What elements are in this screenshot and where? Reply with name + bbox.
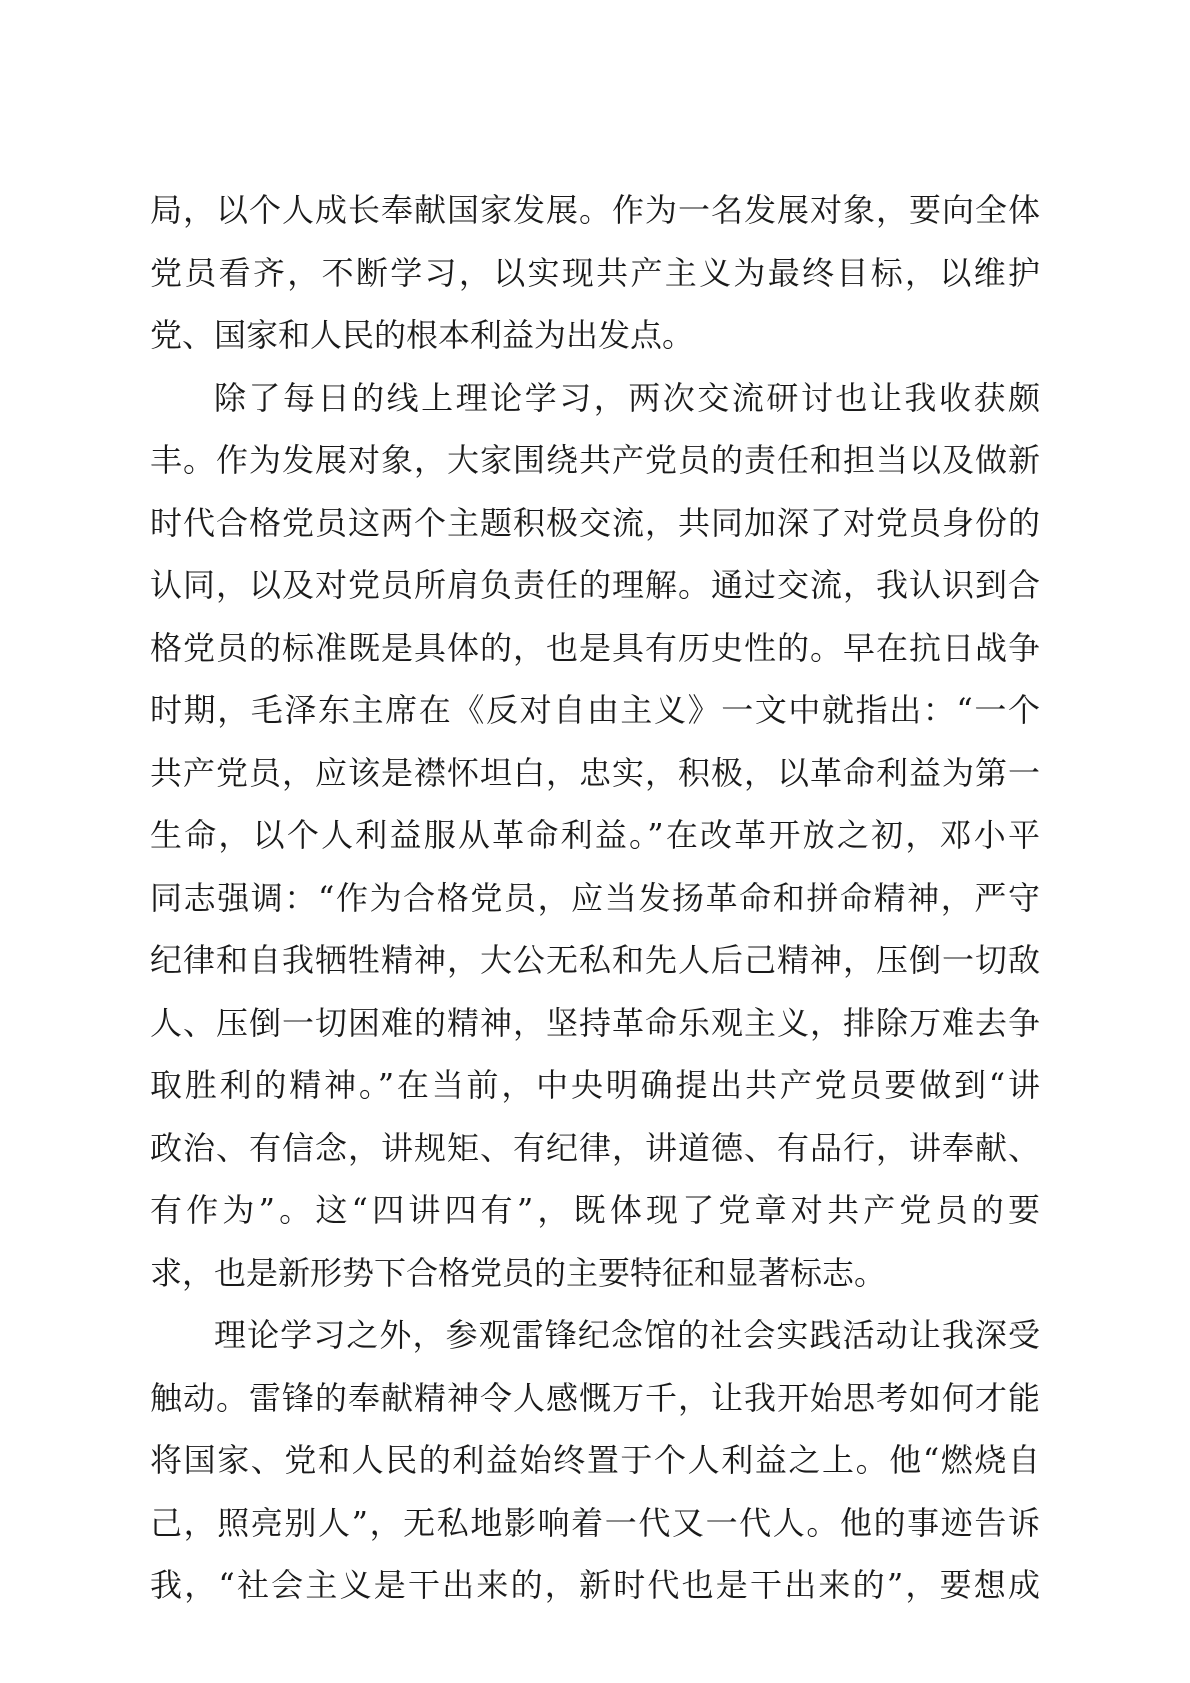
text-line: 纪律和自我牺牲精神，大公无私和先人后己精神，压倒一切敌 xyxy=(150,941,1040,979)
text-line: 求，也是新形势下合格党员的主要特征和显著标志。 xyxy=(150,1253,887,1292)
text-line: 触动。雷锋的奉献精神令人感慨万千，让我开始思考如何才能 xyxy=(150,1378,1040,1417)
text-line: 党员看齐，不断学习，以实现共产主义为最终目标，以维护 xyxy=(150,253,1040,292)
text-line: 党、国家和人民的根本利益为出发点。 xyxy=(150,316,695,354)
paragraph-first-line: 理论学习之外，参观雷锋纪念馆的社会实践活动让我深受 xyxy=(214,1316,1040,1354)
text-line: 认同，以及对党员所肩负责任的理解。通过交流，我认识到合 xyxy=(150,566,1040,604)
text-line: 局，以个人成长奉献国家发展。作为一名发展对象，要向全体 xyxy=(150,191,1040,229)
text-line: 我，“社会主义是干出来的，新时代也是干出来的”，要想成 xyxy=(150,1566,1040,1604)
body-text xyxy=(150,179,1040,1617)
text-line: 政治、有信念，讲规矩、有纪律，讲道德、有品行，讲奉献、 xyxy=(150,1128,1040,1167)
text-line: 生命，以个人利益服从革命利益。”在改革开放之初，邓小平 xyxy=(150,816,1040,854)
text-line: 人、压倒一切困难的精神，坚持革命乐观主义，排除万难去争 xyxy=(150,1003,1040,1042)
text-line: 己，照亮别人”，无私地影响着一代又一代人。他的事迹告诉 xyxy=(150,1503,1040,1542)
paragraph-first-line: 除了每日的线上理论学习，两次交流研讨也让我收获颇 xyxy=(214,378,1040,417)
text-line: 共产党员，应该是襟怀坦白，忠实，积极，以革命利益为第一 xyxy=(150,753,1040,792)
text-line: 格党员的标准既是具体的，也是具有历史性的。早在抗日战争 xyxy=(150,628,1040,667)
text-line: 时期，毛泽东主席在《反对自由主义》一文中就指出：“一个 xyxy=(150,691,1040,729)
text-line: 将国家、党和人民的利益始终置于个人利益之上。他“燃烧自 xyxy=(150,1441,1040,1479)
text-line: 时代合格党员这两个主题积极交流，共同加深了对党员身份的 xyxy=(150,503,1040,542)
text-line: 丰。作为发展对象，大家围绕共产党员的责任和担当以及做新 xyxy=(150,441,1040,479)
text-line: 有作为”。这“四讲四有”，既体现了党章对共产党员的要 xyxy=(150,1191,1040,1229)
text-line: 取胜利的精神。”在当前，中央明确提出共产党员要做到“讲 xyxy=(150,1066,1040,1104)
text-line: 同志强调：“作为合格党员，应当发扬革命和拼命精神，严守 xyxy=(150,878,1040,917)
